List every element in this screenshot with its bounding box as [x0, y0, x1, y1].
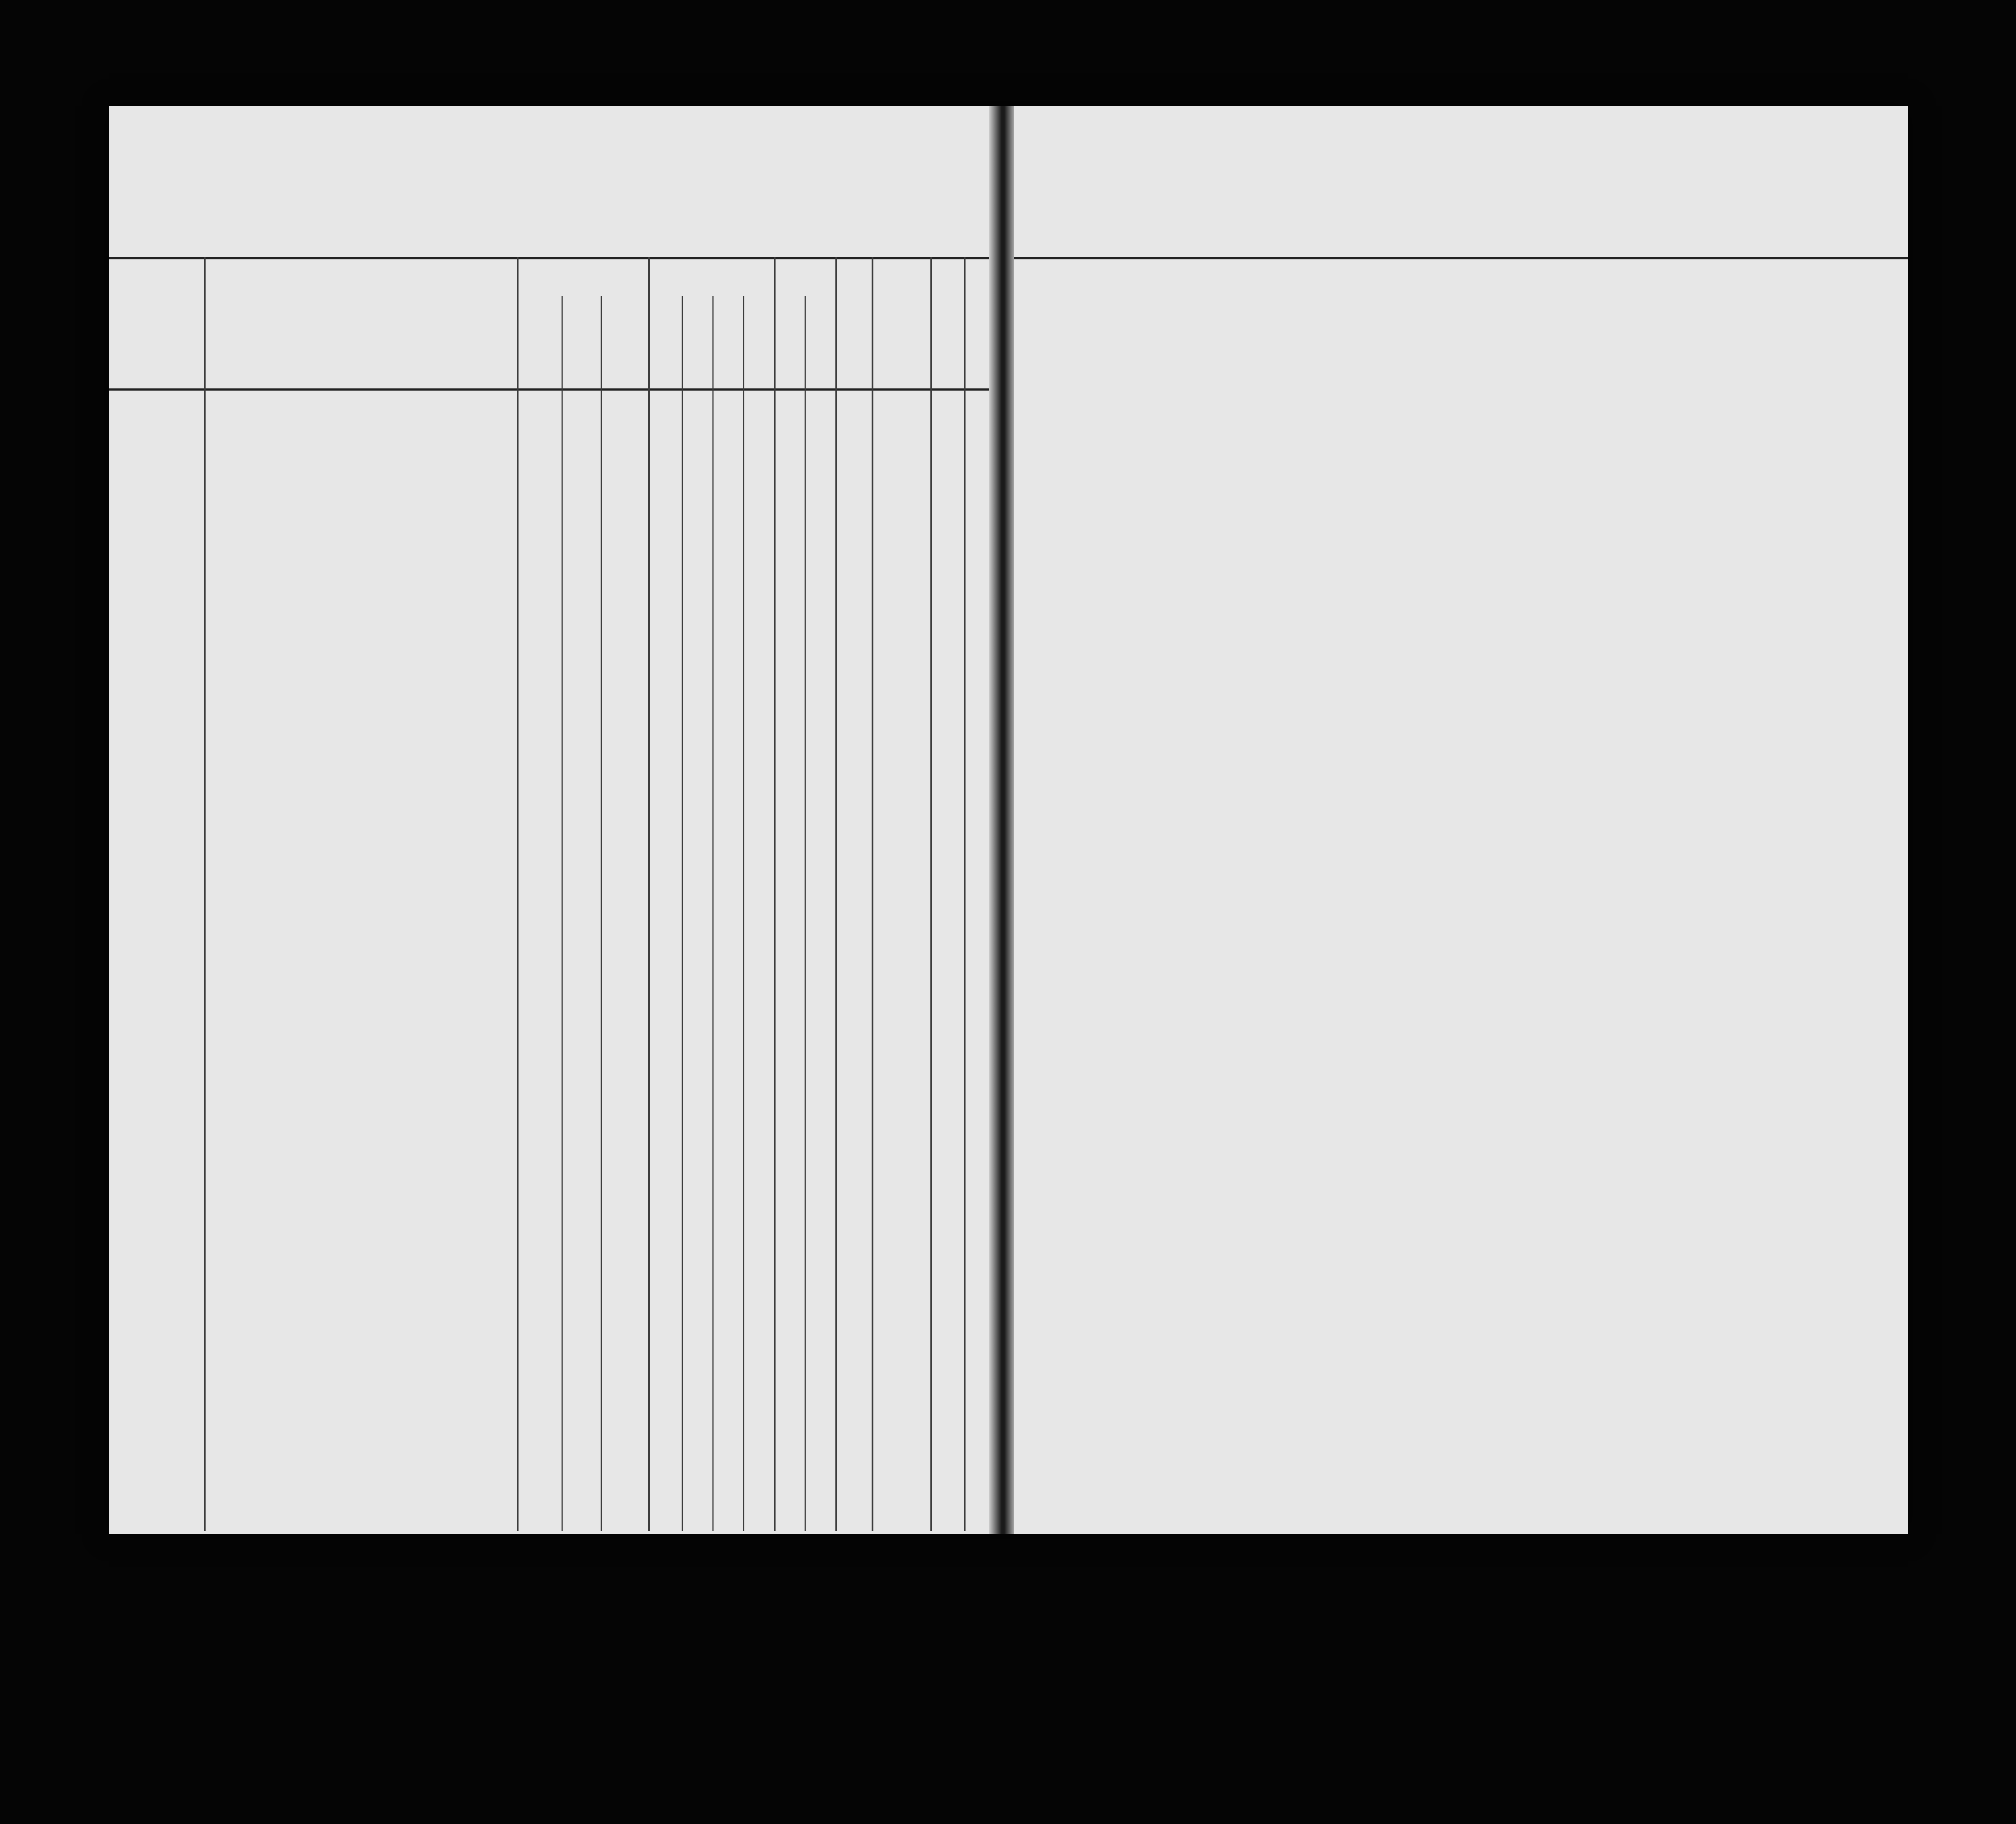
book-gutter	[989, 106, 1017, 1534]
right-page	[1014, 106, 1908, 1534]
ledger-sheet	[109, 106, 1908, 1534]
left-page	[109, 106, 992, 1534]
